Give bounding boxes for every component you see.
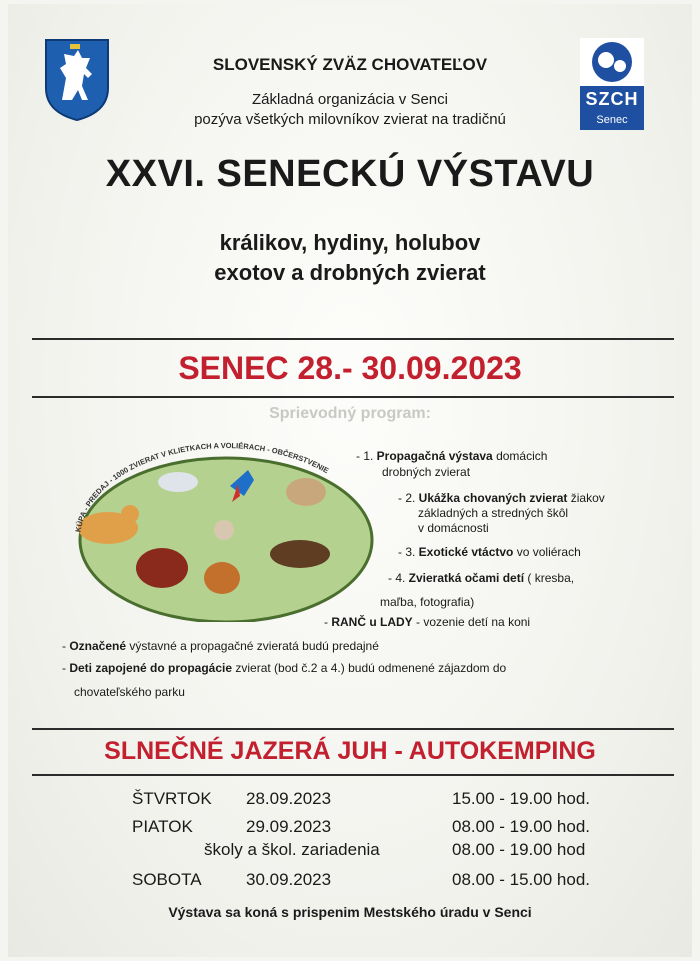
subtitle-2: exotov a drobných zvierat	[214, 260, 486, 285]
program-heading: Sprievodný program:	[269, 405, 431, 422]
note-cont: chovateľského parku	[74, 685, 185, 699]
program-item: - 4. Zvieratká očami detí ( kresba,	[388, 571, 575, 585]
program-item: - RANČ u LADY - vozenie detí na koni	[324, 615, 531, 629]
program-item-cont: drobných zvierat	[382, 465, 471, 479]
animals-illustration	[68, 430, 384, 622]
program-item: - 3. Exotické vtáctvo vo voliérach	[398, 545, 581, 559]
divider	[32, 728, 674, 730]
schedule-day: PIATOK	[132, 817, 193, 836]
szch-logo-letters: SZCH	[585, 89, 639, 109]
program-item-cont: maľba, fotografia)	[380, 595, 475, 609]
oval-caption: KÚPA - PREDAJ - 1000 ZVIERAT V KLIETKACH A VOLIÉRACH - OBČERSTVENIE	[73, 441, 331, 533]
schedule-day: ŠTVRTOK	[132, 789, 212, 808]
schedule-time: 15.00 - 19.00 hod.	[452, 789, 591, 808]
event-date: SENEC 28.- 30.09.2023	[178, 350, 522, 386]
program-item-cont: základných a stredných škôl	[418, 506, 569, 520]
intro-line-2: pozýva všetkých milovníkov zvierat na tradičnú	[194, 111, 506, 128]
program-item: - 2. Ukážka chovaných zvierat žiakov	[398, 491, 605, 505]
program-item-cont: v domácnosti	[418, 521, 489, 535]
schedule-day: SOBOTA	[132, 870, 202, 889]
divider	[32, 774, 674, 776]
divider	[32, 338, 674, 340]
schedule-date: 28.09.2023	[246, 789, 332, 808]
coat-of-arms-icon	[44, 38, 110, 122]
note: - Deti zapojené do propagácie zvierat (bod č.2 a 4.) budú odmenené zájazdom do	[62, 661, 507, 675]
schedule-date: 30.09.2023	[246, 870, 332, 889]
venue: SLNEČNÉ JAZERÁ JUH - AUTOKEMPING	[104, 737, 596, 765]
subtitle-1: králikov, hydiny, holubov	[219, 230, 481, 255]
szch-logo-caption: Senec	[596, 114, 628, 126]
page-title: XXVI. SENECKÚ VÝSTAVU	[105, 153, 595, 195]
program-item: - 1. Propagačná výstava domácich	[356, 449, 548, 463]
divider	[32, 396, 674, 398]
schedule-time: 08.00 - 19.00 hod.	[452, 817, 591, 836]
footer-note: Výstava sa koná s prispenim Mestského úradu v Senci	[168, 904, 532, 920]
schedule-date: 29.09.2023	[246, 817, 332, 836]
intro-line-1: Základná organizácia v Senci	[252, 91, 448, 108]
schedule-date: školy a škol. zariadenia	[204, 840, 380, 859]
org-name: SLOVENSKÝ ZVÄZ CHOVATEĽOV	[212, 55, 488, 74]
note: - Označené výstavné a propagačné zvieratá budú predajné	[62, 639, 379, 653]
schedule-time: 08.00 - 19.00 hod	[452, 840, 586, 859]
schedule-time: 08.00 - 15.00 hod.	[452, 870, 591, 889]
